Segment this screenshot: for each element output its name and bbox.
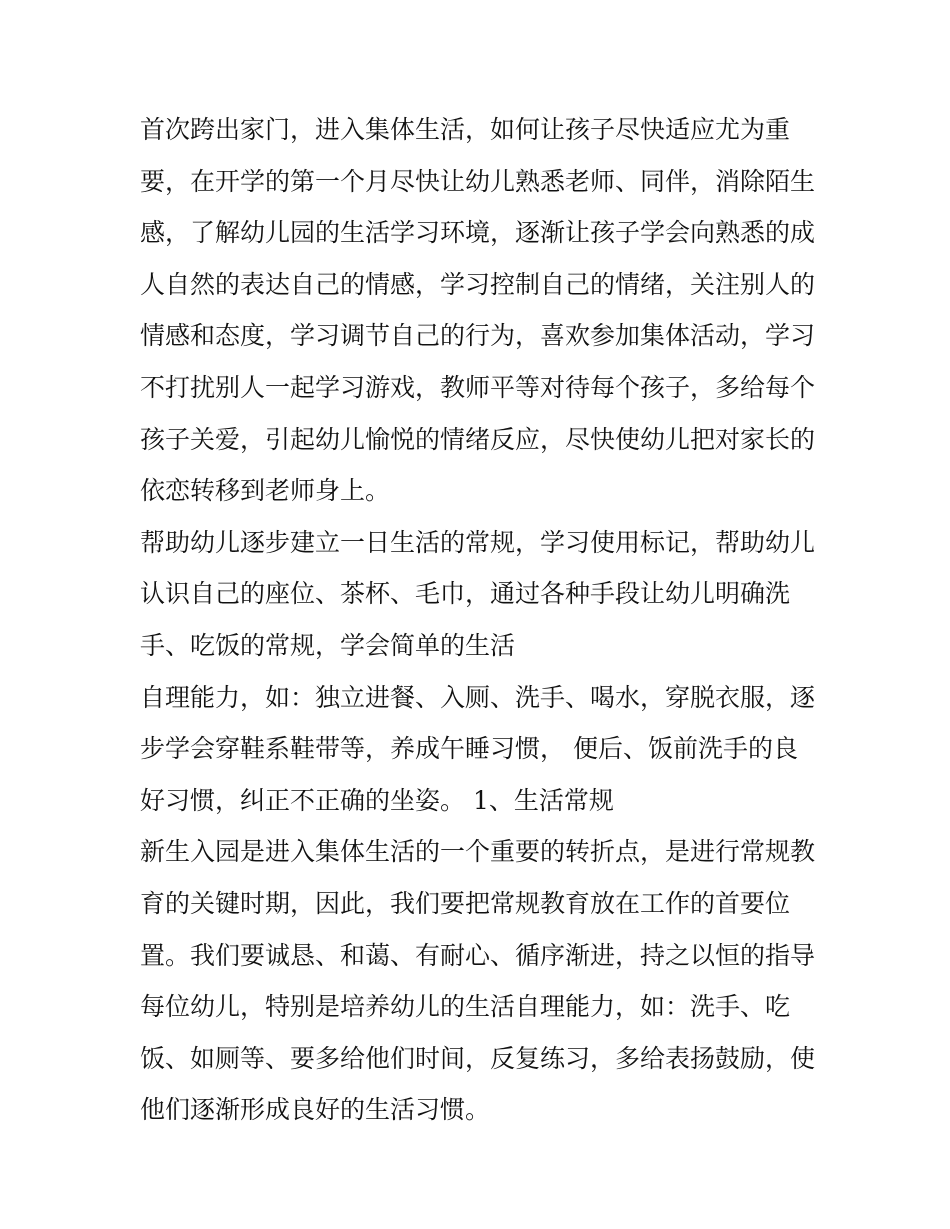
text-line-10: 认识自己的座位、茶杯、毛巾，通过各种手段让幼儿明确洗 — [140, 579, 791, 609]
text-line-20: 他们逐渐形成良好的生活习惯。 — [140, 1095, 491, 1125]
body-text — [140, 104, 820, 1136]
text-line-11: 手、吃饭的常规，学会简单的生活 — [140, 630, 516, 660]
text-line-7: 孩子关爱，引起幼儿愉悦的情绪反应，尽快使幼儿把对家长的 — [140, 424, 816, 454]
text-line-18: 每位幼儿，特别是培养幼儿的生活自理能力，如：洗手、吃 — [140, 992, 791, 1022]
text-line-15: 新生入园是进入集体生活的一个重要的转折点，是进行常规教 — [140, 837, 816, 867]
text-line-5: 情感和态度，学习调节自己的行为，喜欢参加集体活动，学习 — [140, 321, 816, 351]
text-line-12: 自理能力，如：独立进餐、入厕、洗手、喝水，穿脱衣服，逐 — [140, 682, 816, 712]
text-line-16: 育的关键时期，因此，我们要把常规教育放在工作的首要位 — [140, 888, 791, 918]
text-line-4: 人自然的表达自己的情感，学习控制自己的情绪，关注别人的 — [140, 269, 816, 299]
text-line-6: 不打扰别人一起学习游戏，教师平等对待每个孩子，多给每个 — [140, 372, 816, 402]
text-line-1: 首次跨出家门，进入集体生活，如何让孩子尽快适应尤为重 — [140, 115, 791, 144]
text-line-9: 帮助幼儿逐步建立一日生活的常规，学习使用标记，帮助幼儿 — [140, 527, 816, 557]
text-line-17: 置。我们要诚恳、和蔼、有耐心、循序渐进，持之以恒的指导 — [140, 940, 816, 970]
text-line-14: 好习惯，纠正不正确的坐姿。 1、生活常规 — [140, 785, 614, 815]
text-line-8: 依恋转移到老师身上。 — [140, 476, 391, 506]
text-line-3: 感，了解幼儿园的生活学习环境，逐渐让孩子学会向熟悉的成 — [140, 218, 816, 248]
text-line-2: 要，在开学的第一个月尽快让幼儿熟悉老师、同伴，消除陌生 — [140, 166, 816, 196]
text-line-13: 步学会穿鞋系鞋带等，养成午睡习惯， 便后、饭前洗手的良 — [140, 734, 798, 764]
text-line-19: 饭、如厕等、要多给他们时间，反复练习，多给表扬鼓励，使 — [140, 1043, 816, 1073]
